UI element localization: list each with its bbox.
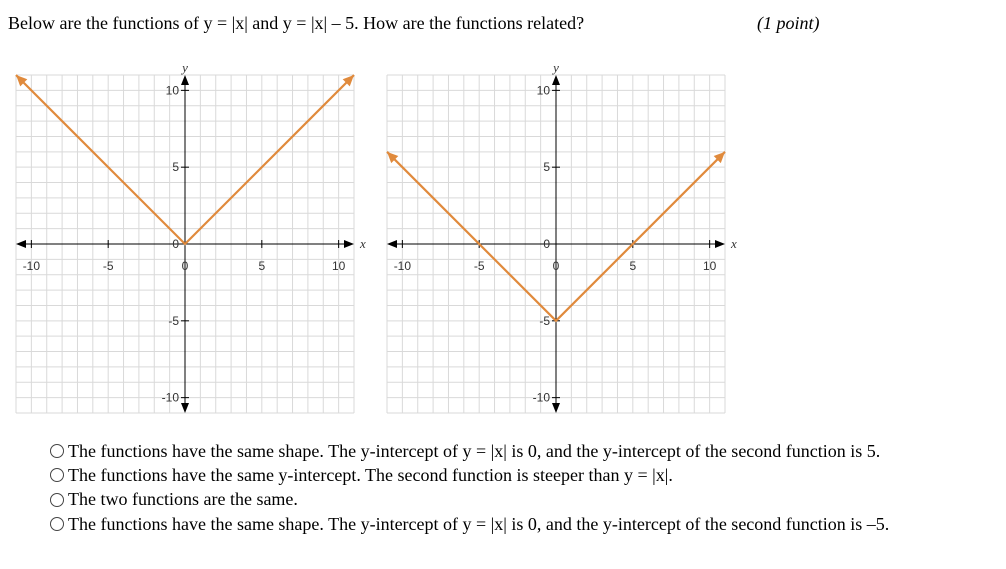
radio-button[interactable] (50, 468, 64, 482)
x-axis-label: x (731, 236, 737, 251)
x-tick-label: 5 (629, 259, 637, 273)
answer-choice-label: The functions have the same shape. The y-intercept of y = |x| is 0, and the y-intercept of the second function is 5. (68, 440, 881, 461)
y-tick-label: 5 (172, 160, 179, 175)
x-axis-label: x (360, 236, 366, 251)
answer-choice-label: The two functions are the same. (68, 489, 298, 510)
x-tick-label: 0 (552, 259, 560, 273)
graph-y-abs-x (8, 60, 368, 420)
y-tick-label: -5 (539, 313, 550, 328)
x-axis-right-arrow (344, 240, 354, 248)
x-tick-label: 10 (702, 259, 717, 273)
axes (387, 75, 725, 413)
y-axis-bottom-arrow (181, 403, 189, 413)
y-axis-top-arrow (181, 75, 189, 85)
x-tick-label: -10 (393, 259, 412, 273)
x-tick-label: 0 (181, 259, 189, 273)
y-tick-label: -5 (168, 313, 179, 328)
y-axis-top-arrow (552, 75, 560, 85)
answer-choices (50, 439, 889, 536)
answer-choice-c[interactable] (50, 488, 889, 512)
answer-choice-b[interactable] (50, 463, 889, 487)
radio-button[interactable] (50, 444, 64, 458)
radio-button[interactable] (50, 493, 64, 507)
y-tick-label: -10 (532, 390, 550, 405)
graph-y-abs-x-minus-5 (379, 60, 739, 420)
x-tick-label: 5 (258, 259, 266, 273)
y-tick-label: 10 (165, 83, 179, 98)
x-axis-right-arrow (715, 240, 725, 248)
answer-choice-a[interactable] (50, 439, 889, 463)
y-axis-bottom-arrow (552, 403, 560, 413)
x-tick-label: -5 (473, 259, 485, 273)
x-tick-label: -5 (102, 259, 114, 273)
y-axis-label: y (182, 60, 188, 75)
question-text: Below are the functions of y = |x| and y = |x| – 5. How are the functions related? (8, 13, 585, 33)
answer-choice-label: The functions have the same y-intercept. The second function is steeper than y = |x|. (68, 464, 673, 485)
y-tick-label: 0 (543, 237, 550, 251)
answer-choice-d[interactable] (50, 512, 889, 536)
y-tick-label: -10 (161, 390, 179, 405)
point-value: (1 point) (757, 13, 820, 33)
y-tick-label: 10 (536, 83, 550, 98)
x-axis-left-arrow (387, 240, 397, 248)
x-tick-label: -10 (22, 259, 41, 273)
answer-choice-label: The functions have the same shape. The y-intercept of y = |x| is 0, and the y-intercept of the second function is –5. (68, 513, 890, 534)
x-tick-label: 10 (331, 259, 346, 273)
y-tick-label: 5 (543, 160, 550, 175)
radio-button[interactable] (50, 517, 64, 531)
x-axis-left-arrow (16, 240, 26, 248)
y-tick-label: 0 (172, 237, 179, 251)
y-axis-label: y (553, 60, 559, 75)
